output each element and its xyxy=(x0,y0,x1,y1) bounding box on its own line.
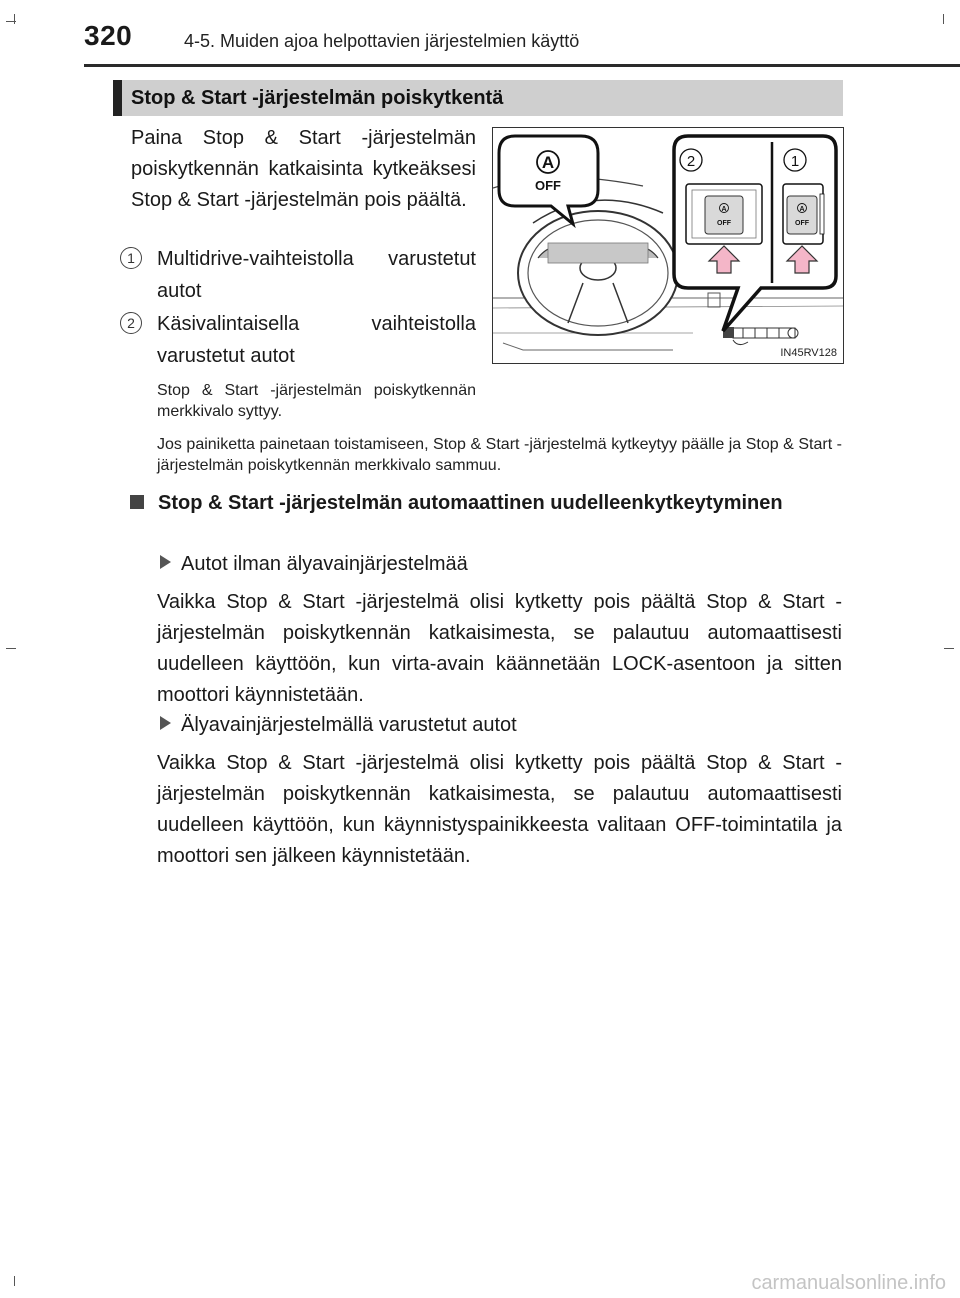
crop-mark xyxy=(943,14,944,24)
switch-2-letter: A xyxy=(721,206,727,213)
triangle-bullet-icon xyxy=(160,716,171,730)
subsection-heading xyxy=(130,487,842,520)
chapter-header: 4-5. Muiden ajoa helpottavien järjestelmien käyttö xyxy=(184,31,580,51)
square-bullet-icon xyxy=(130,495,144,509)
case-heading-text: Autot ilman älyavainjärjestelmää xyxy=(181,553,468,575)
bubble-letter: A xyxy=(541,153,555,172)
switch-callout xyxy=(674,136,836,331)
crop-mark xyxy=(6,648,16,649)
intro-paragraph: Paina Stop & Start -järjestelmän poiskytkennän katkaisinta kytkeäksesi Stop & Start -järjestelmän pois päältä. xyxy=(131,127,476,211)
crop-mark xyxy=(14,14,15,24)
item-text-1: Multidrive-vaihteistolla varustetut autot xyxy=(157,248,476,302)
case-heading-1 xyxy=(160,550,468,578)
figure-code: IN45RV128 xyxy=(780,347,837,359)
section-title: Stop & Start -järjestelmän poiskytkentä xyxy=(131,87,504,109)
switch-1-label: OFF xyxy=(795,220,809,227)
dashboard-drawing xyxy=(493,128,843,363)
steering-wheel xyxy=(518,211,678,335)
switch-1-letter: A xyxy=(799,206,805,213)
callout-2: 2 xyxy=(686,153,696,170)
bubble-label: OFF xyxy=(535,178,561,193)
crop-mark xyxy=(14,1276,15,1286)
header-rule xyxy=(84,64,960,67)
item-text-2: Käsivalintaisella vaihteistolla varustetut autot xyxy=(157,313,476,367)
dashboard-illustration xyxy=(492,127,844,364)
section-heading xyxy=(113,80,843,116)
item-number-1: 1 xyxy=(120,247,142,269)
callout-bubble xyxy=(499,136,598,224)
case-paragraph-2: Vaikka Stop & Start -järjestelmä olisi kytketty pois päältä Stop & Start -järjestelmän poiskytkennän katkaisimesta, se palautuu automaattisesti uudelleen käyttöön, kun käynnistyspainikkeesta valitaan OFF-toimintatila ja moottori sen jälkeen käynnistetään. xyxy=(157,752,842,867)
callout-1: 1 xyxy=(790,153,800,170)
crop-mark xyxy=(944,648,954,649)
repeat-note: Jos painiketta painetaan toistamiseen, Stop & Start -järjestelmä kytkeytyy päälle ja Stop & Start -järjestelmän poiskytkennän merkkivalo sammuu. xyxy=(157,436,842,474)
case-paragraph-1: Vaikka Stop & Start -järjestelmä olisi kytketty pois päältä Stop & Start -järjestelmän poiskytkennän katkaisimesta, se palautuu automaattisesti uudelleen käyttöön, kun virta-avain käännetään LOCK-asentoon ja sitten moottori käynnistetään. xyxy=(157,591,842,706)
indicator-note: Stop & Start -järjestelmän poiskytkennän merkkivalo syttyy. xyxy=(157,382,476,420)
case-heading-text: Älyavainjärjestelmällä varustetut autot xyxy=(181,714,517,736)
watermark: carmanualsonline.info xyxy=(751,1272,946,1294)
section-accent xyxy=(113,80,122,116)
switch-2-label: OFF xyxy=(717,220,731,227)
item-number-2: 2 xyxy=(120,312,142,334)
triangle-bullet-icon xyxy=(160,555,171,569)
page-number: 320 xyxy=(84,20,133,51)
crop-mark xyxy=(6,21,16,22)
case-heading-2 xyxy=(160,711,517,739)
subsection-title: Stop & Start -järjestelmän automaattinen uudelleenkytkeytyminen xyxy=(158,492,783,514)
